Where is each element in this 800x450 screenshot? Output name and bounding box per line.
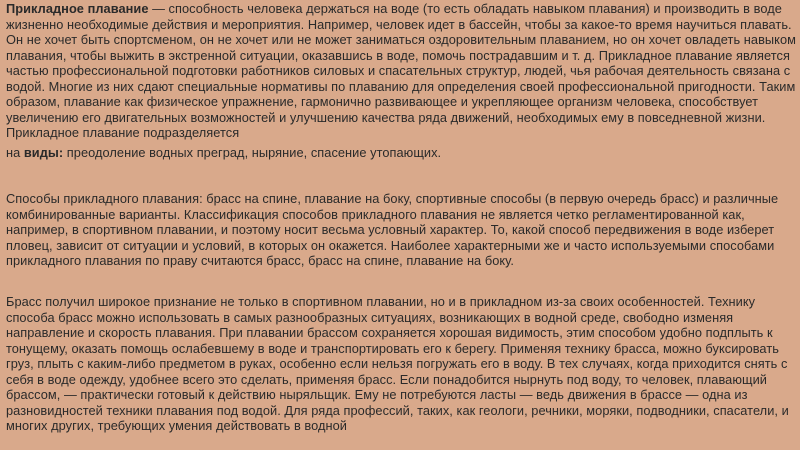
section-breaststroke [6,294,796,434]
types-label: виды: [23,144,64,160]
term-applied-swimming: Прикладное плавание [6,1,149,16]
breaststroke-paragraph: Брасс получил широкое признание не только в спортивном плавании, но и в прикладном из-за своих особенностей. Технику способа брасс можно использовать в самых разнообразных ситуациях, возникающих в водной среде, свободно изменяя направление и скорость плавания. При плавании брассом сохраняется хорошая видимость, этим способом удобно подплыть к тонущему, оказать помощь ослабевшему в воде и транспортировать его к берегу. Применяя технику брасса, можно буксировать груз, плыть с каким-либо предметом в руках, особенно если нельзя погружать его в воду. В тех случаях, когда приходится снять с себя в воде одежду, удобнее всего это сделать, применяя брасс. Если понадобится нырнуть под воду, то человек, плавающий брассом, — практически готовый к действию ныряльщик. Ему не потребуются ласты — ведь движения в брассе — одна из разновидностей техники плавания под водой. Для ряда профессий, таких, как геологи, речники, моряки, подводники, спасатели, и многих других, требующих умения действовать в водной [6,294,789,433]
section-swimming-methods [6,191,796,269]
methods-paragraph: Способы прикладного плавания: брасс на спине, плавание на боку, спортивные способы (в первую очередь брасс) и различные комбинированные варианты. Классификация способов прикладного плавания не является четко регламентированной как, например, в спортивном плавании, и поэтому носит весьма условный характер. То, какой способ передвижения в воде изберет пловец, зависит от ситуации и условий, в которых он окажется. Наиболее характерными же и часто используемыми способами прикладного плавания по праву считаются брасс, брасс на спине, плавание на боку. [6,191,779,268]
types-prefix: на [6,144,24,160]
definition-text: — способность человека держаться на воде (то есть обладать навыком плавания) и производить в воде жизненно необходимые действия и мероприятия. Например, человек идет в бассейн, чтобы за какое-то время научиться плавать. Он не хочет быть спортсменом, он не хочет или не может заниматься оздоровительным плаванием, но он хочет овладеть навыком плавания, чтобы выжить в экстренной ситуации, оказавшись в воде, помочь пострадавшим и т. д. Прикладное плавание является частью профессиональной подготовки работников силовых и спасательных структур, людей, чья рабочая деятельность связана с водой. Многие из них сдают специальные нормативы по плаванию для определения своей профессиональной пригодности. Таким образом, плавание как физическое упражнение, гармонично развивающее и укрепляющее организм человека, способствует увеличению его двигательных возможностей и улучшению качества ряда движений, необходимых ему в повседневной жизни. Прикладное плавание подразделяется [6,1,796,140]
types-paragraph [6,145,796,161]
section-applied-swimming-definition [6,1,796,160]
types-list: преодоление водных преград, ныряние, спасение утопающих. [63,144,442,160]
definition-paragraph [6,1,796,141]
